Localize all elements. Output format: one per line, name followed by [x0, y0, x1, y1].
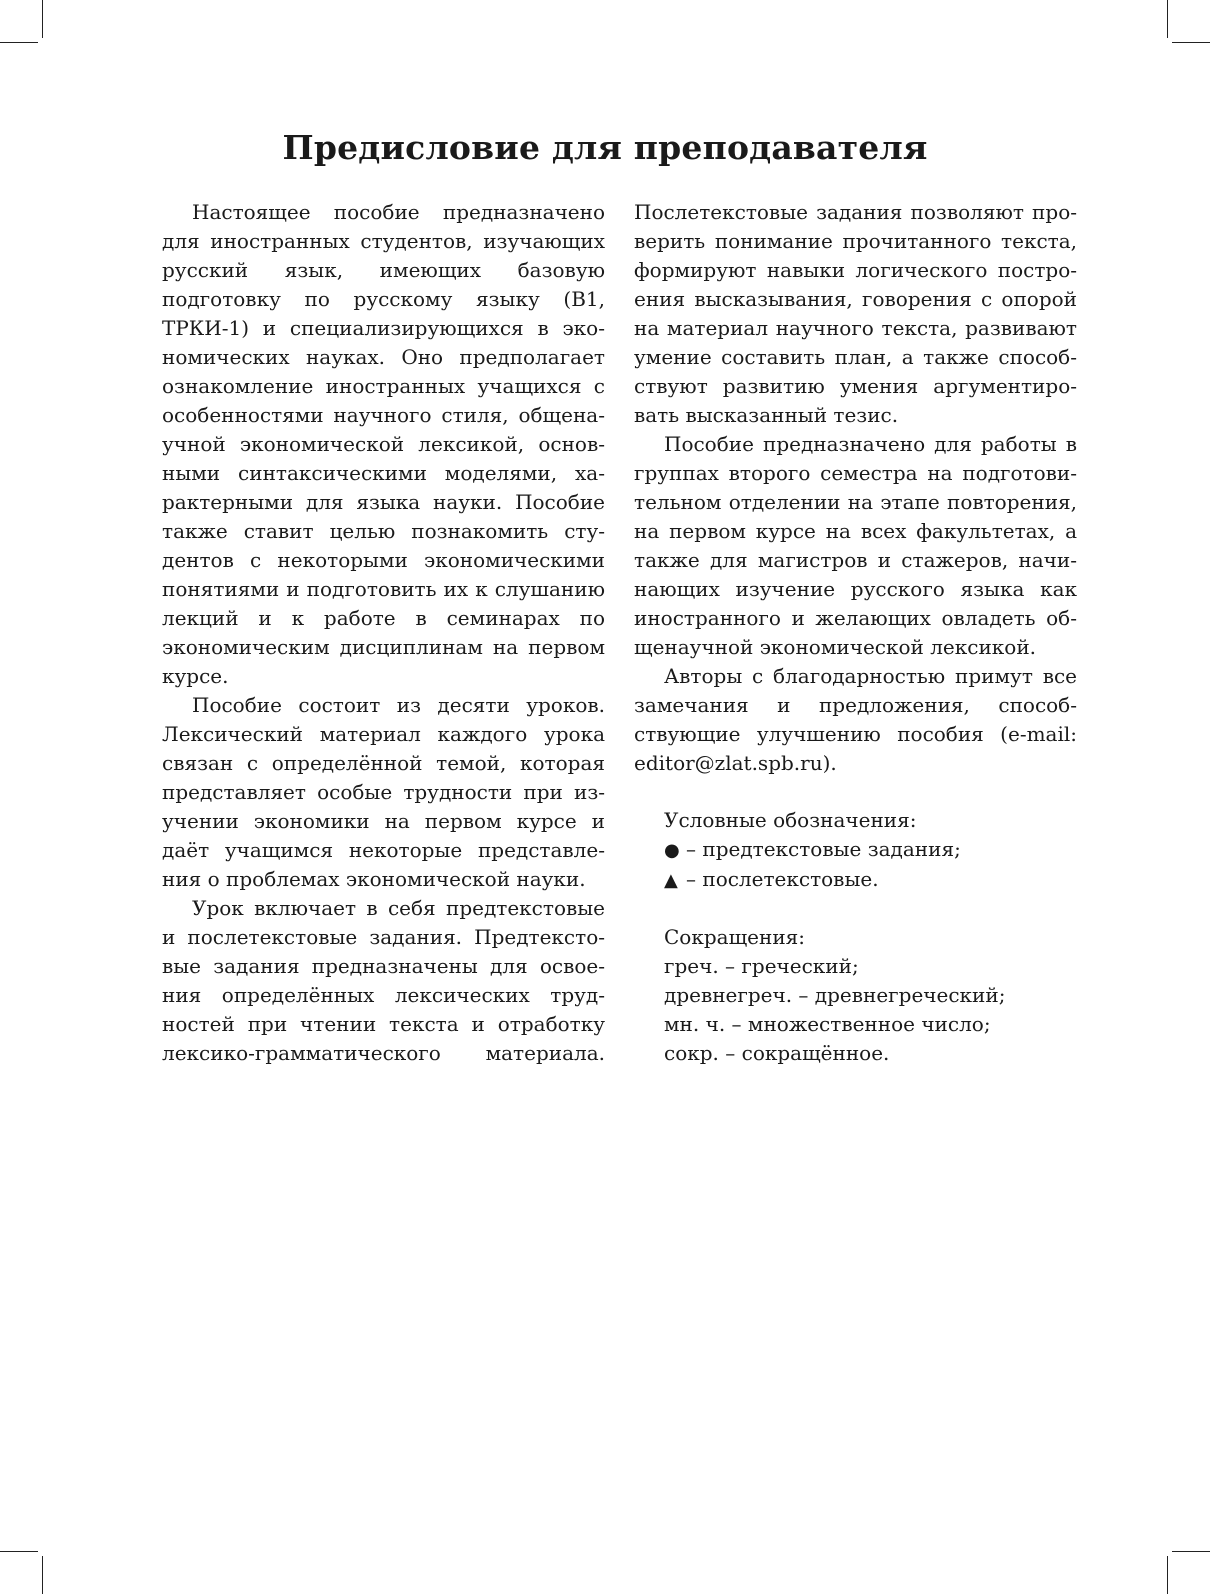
crop-mark [1172, 42, 1210, 43]
left-column [162, 198, 605, 1068]
crop-mark [1167, 1556, 1168, 1594]
crop-mark [42, 0, 43, 38]
paragraph: Настоящее пособие предназначено для иностранных студентов, изучающих русский язык, имеющих базовую подготовку по русскому языку (B1, ТРКИ-1) и специализирующихся в экономических науках. Оно предполагает ознакомление иностранных учащихся с особенностями научного стиля, общенаучной экономической лексикой, основными синтаксическими моделями, характерными для языка науки. Пособие также ставит целью познакомить студентов с некоторыми экономическими понятиями и подготовить их к слушанию лекций и к работе в семинарах по экономическим дисциплинам на первом курсе. [162, 200, 605, 688]
paragraph: Послетекстовые задания позволяют проверить понимание прочитанного текста, формируют навыки логического построения высказывания, говорения с опорой на материал научного текста, развивают умение составить план, а также способствуют развитию умения аргументировать высказанный тезис. [634, 200, 1077, 427]
abbreviation-item: сокр. – сокращённое. [664, 1041, 890, 1065]
legend-heading: Условные обозначения: [664, 808, 917, 832]
crop-mark [0, 42, 38, 43]
circle-icon: ● [664, 840, 680, 861]
abbreviation-item: мн. ч. – множественное число; [664, 1012, 991, 1036]
paragraph: Авторы с благодарностью примут все замечания и предложения, способствующие улучшению пособия (e-mail: editor@zlat.spb.ru). [634, 664, 1077, 775]
crop-mark [1167, 0, 1168, 38]
legend [634, 806, 1077, 895]
abbreviations [634, 923, 1077, 1068]
abbreviation-item: греч. – греческий; [664, 954, 859, 978]
abbreviations-heading: Сокращения: [664, 925, 806, 949]
crop-mark [0, 1551, 38, 1552]
page-title: Предисловие для преподавателя [282, 128, 928, 167]
paragraph: Урок включает в себя предтекстовые и послетекстовые задания. Предтекстовые задания предназначены для освоения определённых лексических трудностей при чтении текста и отработку лексико-грамматического материала. [162, 896, 605, 1065]
abbreviation-item: древнегреч. – древнегреческий; [664, 983, 1006, 1007]
legend-item-text: – предтекстовые задания; [686, 837, 961, 861]
paragraph: Пособие предназначено для работы в группах второго семестра на подготовительном отделении на этапе повторения, на первом курсе на всех факультетах, а также для магистров и стажеров, начинающих изучение русского языка как иностранного и желающих овладеть общенаучной экономической лексикой. [634, 432, 1077, 659]
paragraph: Пособие состоит из десяти уроков. Лексический материал каждого урока связан с определённой темой, которая представляет особые трудности при изучении экономики на первом курсе и даёт учащимся некоторые представления о проблемах экономической науки. [162, 693, 605, 891]
legend-item [664, 835, 1077, 865]
crop-mark [42, 1556, 43, 1594]
right-column [634, 198, 1077, 1068]
triangle-icon: ▲ [664, 870, 678, 891]
legend-item-text: – послетекстовые. [686, 867, 879, 891]
crop-mark [1172, 1551, 1210, 1552]
legend-item [664, 865, 1077, 895]
